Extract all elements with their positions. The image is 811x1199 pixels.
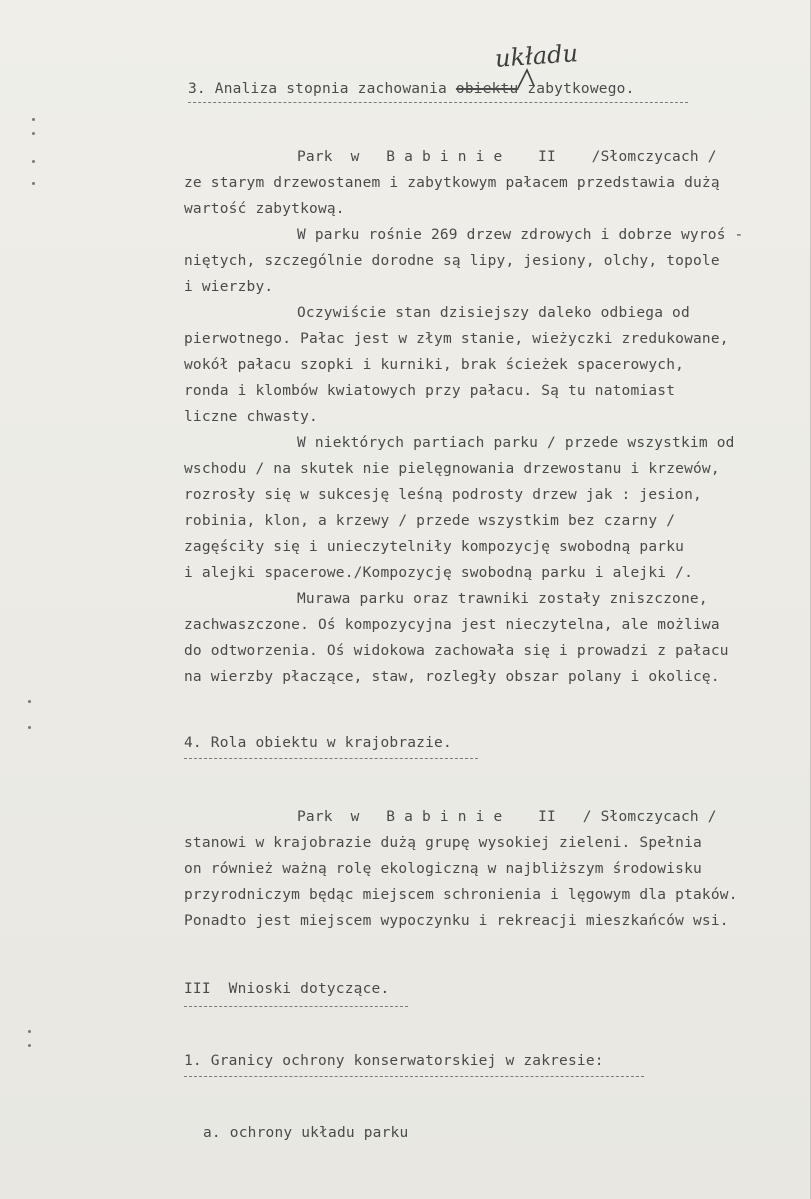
list-item-a: a. ochrony układu parku	[203, 1125, 409, 1141]
paragraph-line: pierwotnego. Pałac jest w złym stanie, wieżyczki zredukowane,	[184, 331, 729, 347]
paragraph-line: i alejki spacerowe./Kompozycję swobodną parku i alejki /.	[184, 565, 693, 581]
margin-speck	[32, 182, 35, 185]
margin-speck	[32, 132, 35, 135]
section-3-heading	[188, 80, 635, 98]
insertion-caret-icon	[516, 66, 538, 90]
paragraph-line: niętych, szczególnie dorodne są lipy, jesiony, olchy, topole	[184, 253, 720, 269]
paragraph-line: wokół pałacu szopki i kurniki, brak ścieżek spacerowych,	[184, 357, 685, 373]
paragraph-line: wartość zabytkową.	[184, 201, 345, 217]
heading-prefix: 3. Analiza stopnia zachowania	[188, 81, 456, 97]
paragraph-line: ronda i klombów kwiatowych przy pałacu. Są tu natomiast	[184, 383, 676, 399]
paragraph-line: liczne chwasty.	[184, 409, 318, 425]
margin-speck	[28, 1030, 31, 1033]
paragraph-line: on również ważną rolę ekologiczną w najbliższym środowisku	[184, 861, 702, 877]
heading-4-underline	[184, 758, 478, 759]
paragraph-line: robinia, klon, a krzewy / przede wszystkim bez czarny /	[184, 513, 676, 529]
paragraph-line: Oczywiście stan dzisiejszy daleko odbiega od	[297, 305, 690, 321]
heading-suffix: zabytkowego.	[518, 81, 635, 97]
section-4-heading: 4. Rola obiektu w krajobrazie.	[184, 735, 452, 751]
margin-speck	[32, 118, 35, 121]
handwritten-correction: układu	[494, 39, 579, 73]
paragraph-line: i wierzby.	[184, 279, 274, 295]
paragraph-line: ze starym drzewostanem i zabytkowym pałacem przedstawia dużą	[184, 175, 720, 191]
paragraph-line: Ponadto jest miejscem wypoczynku i rekreacji mieszkańców wsi.	[184, 913, 729, 929]
struck-word: obiektu	[455, 81, 519, 97]
paragraph-line: wschodu / na skutek nie pielęgnowania drzewostanu i krzewów,	[184, 461, 720, 477]
heading-III-underline	[184, 1006, 408, 1007]
margin-speck	[28, 726, 31, 729]
margin-speck	[28, 1044, 31, 1047]
margin-speck	[28, 700, 31, 703]
paragraph-line: Murawa parku oraz trawniki zostały zniszczone,	[297, 591, 708, 607]
paragraph-line: stanowi w krajobrazie dużą grupę wysokiej zieleni. Spełnia	[184, 835, 702, 851]
paragraph-line: zagęściły się i unieczytelniły kompozycję swobodną parku	[184, 539, 685, 555]
paragraph-line: przyrodniczym będąc miejscem schronienia i lęgowym dla ptaków.	[184, 887, 738, 903]
paragraph-line: do odtworzenia. Oś widokowa zachowała się i prowadzi z pałacu	[184, 643, 729, 659]
paragraph-line: rozrosły się w sukcesję leśną podrosty drzew jak : jesion,	[184, 487, 702, 503]
paragraph-line: na wierzby płaczące, staw, rozległy obszar polany i okolicę.	[184, 669, 720, 685]
paragraph-line: Park w B a b i n i e II /Słomczycach /	[297, 149, 717, 165]
paragraph-line: W parku rośnie 269 drzew zdrowych i dobrze wyroś -	[297, 227, 744, 243]
paragraph-line: zachwaszczone. Oś kompozycyjna jest nieczytelna, ale możliwa	[184, 617, 720, 633]
heading-3-underline	[188, 102, 688, 103]
section-III-heading: III Wnioski dotyczące.	[184, 981, 390, 997]
margin-speck	[32, 160, 35, 163]
paragraph-line: W niektórych partiach parku / przede wszystkim od	[297, 435, 735, 451]
heading-1-underline	[184, 1076, 644, 1077]
paragraph-line: Park w B a b i n i e II / Słomczycach /	[297, 809, 717, 825]
subsection-1-heading: 1. Granicy ochrony konserwatorskiej w zakresie:	[184, 1053, 604, 1069]
